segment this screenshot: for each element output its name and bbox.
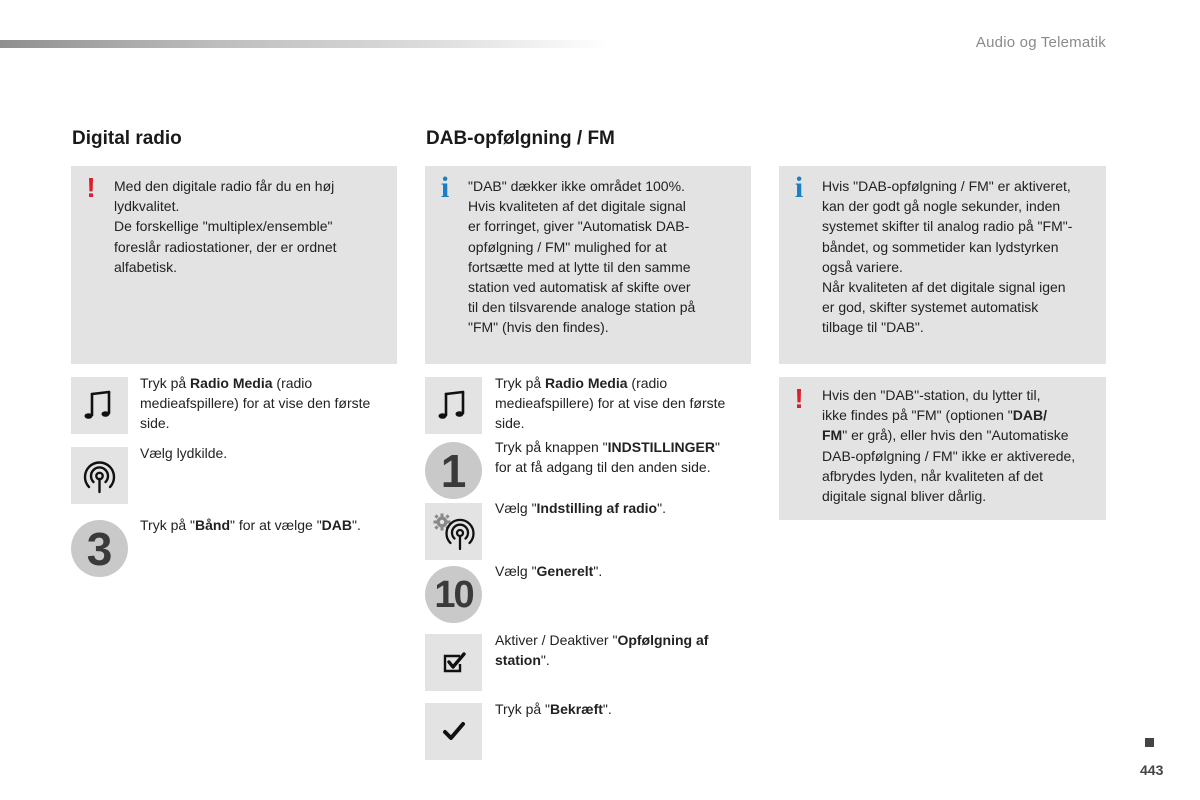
note-line: Hvis den "DAB"-station, du lytter til, <box>822 387 1041 403</box>
note-line: station ved automatisk af skifte over <box>468 279 691 296</box>
step-number-badge: 10 <box>425 566 482 623</box>
step-number-badge: 1 <box>425 442 482 499</box>
page-number: 443 <box>1140 762 1164 778</box>
note-line: FM" er grå), eller hvis den "Automatiske <box>822 427 1069 444</box>
note-line: DAB-opfølgning / FM" ikke er aktiverede, <box>822 447 1076 464</box>
note-line: systemet skifter til analog radio på "FM"- <box>822 218 1073 235</box>
radio-settings-icon <box>425 503 482 560</box>
note-line: til den tilsvarende analoge station på <box>468 299 696 316</box>
note-line: også variere. <box>822 258 903 275</box>
note-line: ikke findes på "FM" (optionen "DAB/ <box>822 407 1048 424</box>
checkbox-icon <box>425 634 482 691</box>
checkmark-icon <box>425 703 482 760</box>
note-line: kan der godt gå nogle sekunder, inden <box>822 198 1061 215</box>
note-line: opfølgning / FM" mulighed for at <box>468 238 667 255</box>
step-text-general: Vælg "Generelt". <box>495 563 603 579</box>
warning-note-digital-radio <box>71 166 397 364</box>
music-note-icon <box>71 377 128 434</box>
note-line: alfabetisk. <box>114 258 178 275</box>
step-number-badge: 3 <box>71 520 128 577</box>
note-line: "FM" (hvis den findes). <box>468 319 609 336</box>
info-icon: i <box>440 171 450 204</box>
note-line: Hvis kvaliteten af det digitale signal <box>468 198 686 215</box>
note-line: lydkvalitet. <box>114 198 180 215</box>
note-line: digitale signal bliver dårlig. <box>822 488 987 505</box>
note-line: "DAB" dækker ikke området 100%. <box>468 178 685 194</box>
page-marker <box>1145 738 1154 747</box>
warning-icon: ! <box>86 172 96 203</box>
note-line: tilbage til "DAB". <box>822 319 924 336</box>
step-text-settings: Tryk på knappen "INDSTILLINGER" for at få adgang til den anden side. <box>495 439 720 476</box>
step-text-followup-toggle: Aktiver / Deaktiver "Opfølgning af station". <box>495 632 709 669</box>
radio-antenna-icon <box>71 447 128 504</box>
step-text-band-dab: Tryk på "Bånd" for at vælge "DAB". <box>140 517 361 533</box>
note-line: foreslår radiostationer, der er ordnet <box>114 238 337 255</box>
info-note-dab <box>425 166 751 364</box>
step-text-radio-media: Tryk på Radio Media (radio medieafspillere) for at vise den første side. <box>495 375 726 432</box>
step-text-radio-media: Tryk på Radio Media (radio medieafspillere) for at vise den første side. <box>140 375 371 432</box>
info-icon: i <box>794 171 804 204</box>
note-line: båndet, og sommetider kan lydstyrken <box>822 238 1059 255</box>
note-line: De forskellige "multiplex/ensemble" <box>114 218 333 235</box>
note-line: er god, skifter systemet automatisk <box>822 299 1039 316</box>
warning-icon: ! <box>794 383 804 414</box>
note-line: er forringet, giver "Automatisk DAB- <box>468 218 690 235</box>
section-title: Audio og Telematik <box>975 34 1106 51</box>
step-text-confirm: Tryk på "Bekræft". <box>495 701 612 717</box>
step-text-select-source: Vælg lydkilde. <box>140 445 228 461</box>
warning-note-no-fm <box>779 377 1106 520</box>
heading-digital-radio: Digital radio <box>72 128 182 149</box>
heading-dab-followup: DAB-opfølgning / FM <box>426 128 615 149</box>
note-line: afbrydes lyden, når kvaliteten af det <box>822 467 1044 484</box>
header-gradient-bar <box>0 40 610 48</box>
note-line: Med den digitale radio får du en høj <box>114 178 335 194</box>
step-text-radio-setting: Vælg "Indstilling af radio". <box>495 500 666 516</box>
music-note-icon <box>425 377 482 434</box>
note-line: Når kvaliteten af det digitale signal igen <box>822 279 1066 296</box>
note-line: fortsætte med at lytte til den samme <box>468 258 691 275</box>
note-line: Hvis "DAB-opfølgning / FM" er aktiveret, <box>822 178 1071 194</box>
info-note-switching <box>779 166 1106 364</box>
